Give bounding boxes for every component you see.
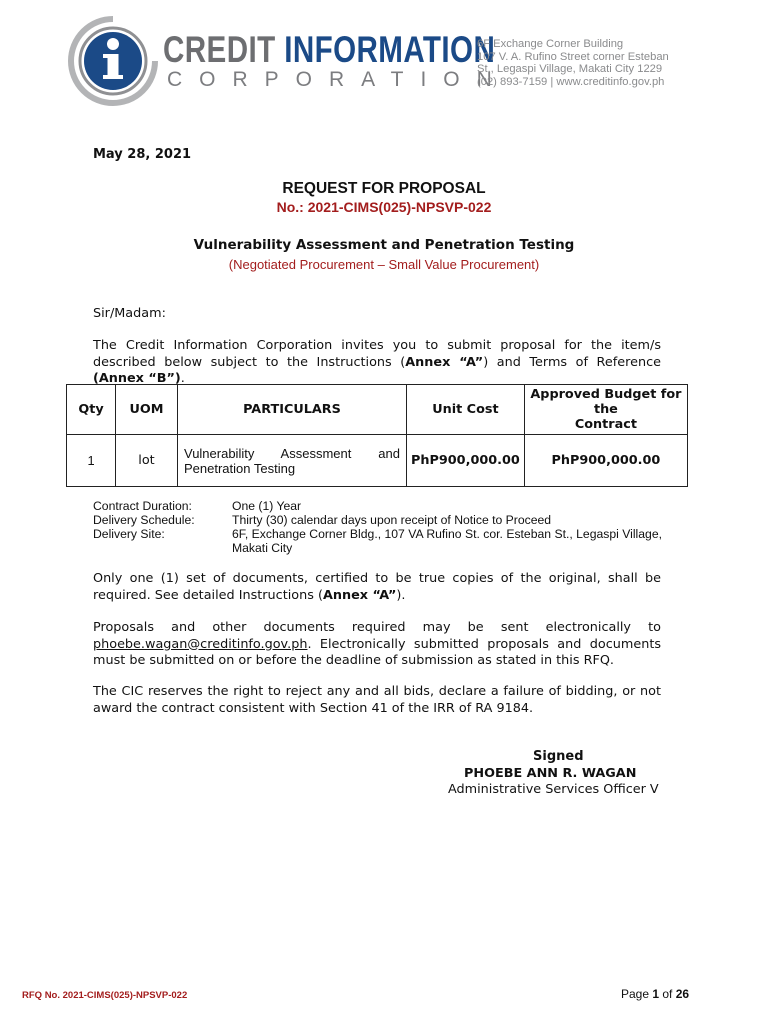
cell-particulars: Vulnerability Assessment and Penetration Testing	[178, 435, 407, 487]
signatory-name: PHOEBE ANN R. WAGAN	[464, 766, 637, 781]
header-approved-budget	[524, 385, 687, 435]
address-line: 6F Exchange Corner Building	[477, 38, 624, 50]
reservation-paragraph: The CIC reserves the right to reject any and all bids, declare a failure of bidding, or not award the contract consistent with Section 41 of the IRR of RA 9184.	[93, 684, 661, 716]
detail-row	[93, 527, 673, 555]
intro-text: .	[180, 371, 185, 386]
detail-value: Thirty (30) calendar days upon receipt of Notice to Proceed	[232, 513, 552, 527]
brand-word-information: INFORMATION	[284, 29, 496, 70]
brand-word-credit: CREDIT	[163, 29, 276, 70]
brand-name-top	[163, 30, 495, 70]
paragraph-text: ).	[396, 587, 406, 603]
table-header-row	[67, 385, 688, 435]
header-unit-cost: Unit Cost	[407, 385, 525, 435]
annex-a-ref: Annex “A”	[405, 354, 484, 370]
annex-b-ref: (Annex “B”)	[93, 371, 181, 386]
letter-date: May 28, 2021	[93, 147, 192, 162]
header-abc-line: the	[593, 402, 618, 417]
detail-label: Delivery Site:	[93, 527, 165, 541]
header-particulars: PARTICULARS	[178, 385, 407, 435]
annex-a-ref: Annex “A”	[322, 587, 397, 603]
signatory-position: Administrative Services Officer V	[448, 782, 659, 797]
intro-text: The Credit Information Corporation invites you to submit proposal for the item/s described below subject to the Instructions (	[93, 338, 661, 370]
address-line: St., Legaspi Village, Makati City 1229	[477, 63, 663, 76]
company-address	[477, 38, 717, 88]
project-title: Vulnerability Assessment and Penetration Testing	[193, 237, 575, 253]
procurement-mode: (Negotiated Procurement – Small Value Procurement)	[228, 257, 540, 272]
cell-approved-budget: PhP900,000.00	[524, 435, 687, 487]
detail-row	[93, 499, 673, 513]
brand-word-corporation: CORPORATION	[167, 68, 509, 91]
header-abc-line: Approved Budget for	[530, 387, 682, 402]
detail-label: Contract Duration:	[93, 499, 192, 513]
rfp-number: No.: 2021-CIMS(025)-NPSVP-022	[276, 199, 492, 215]
header-qty: Qty	[67, 385, 116, 435]
detail-value: 6F, Exchange Corner Bldg., 107 VA Rufino St. cor. Esteban St., Legaspi Village, Makati City	[232, 527, 662, 555]
cell-uom: lot	[116, 435, 178, 487]
salutation: Sir/Madam:	[93, 306, 166, 321]
items-table	[66, 384, 688, 487]
detail-label: Delivery Schedule:	[93, 513, 195, 527]
page-of: of	[659, 987, 676, 1001]
cic-logo-icon	[68, 16, 158, 106]
detail-row	[93, 513, 673, 527]
paragraph-text: Only one (1) set of documents, certified to be true copies of the original, shall be required. See detailed Instructions (	[93, 571, 661, 603]
page-word: Page	[621, 987, 653, 1001]
document-title: REQUEST FOR PROPOSAL	[282, 180, 486, 197]
footer-rfq-reference: RFQ No. 2021-CIMS(025)-NPSVP-022	[22, 990, 188, 1001]
intro-text: ) and Terms of Reference	[483, 354, 661, 370]
page-number	[621, 987, 689, 1001]
cell-qty: 1	[67, 435, 116, 487]
email-link[interactable]: phoebe.wagan@creditinfo.gov.ph	[93, 636, 308, 652]
table-row	[67, 435, 688, 487]
address-line: 107 V. A. Rufino Street corner Esteban	[477, 50, 669, 63]
header-uom: UOM	[116, 385, 178, 435]
paragraph-text: . Electronically submitted proposals and documents must be submitted on or before the deadline of submission as stated in this RFQ.	[93, 636, 661, 668]
electronic-submission-paragraph	[93, 620, 661, 670]
cell-unit-cost: PhP900,000.00	[407, 435, 525, 487]
header-abc-line: Contract	[574, 417, 637, 432]
detail-value: One (1) Year	[232, 499, 302, 513]
paragraph-text: Proposals and other documents required may be sent electronically to	[93, 620, 661, 635]
intro-paragraph	[93, 338, 661, 388]
page-total: 26	[675, 987, 690, 1001]
address-line: (02) 893-7159 | www.creditinfo.gov.ph	[477, 75, 665, 88]
documents-paragraph	[93, 571, 661, 604]
signed-label: Signed	[533, 749, 584, 764]
contract-details	[93, 499, 673, 555]
page-current: 1	[652, 987, 660, 1001]
